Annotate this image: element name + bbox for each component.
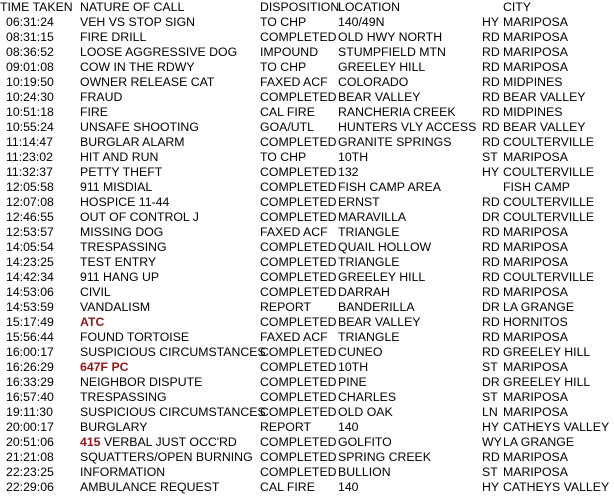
table-row bbox=[0, 30, 614, 45]
disposition-cell: FAXED ACF bbox=[260, 330, 328, 344]
nature-text: HIT AND RUN bbox=[80, 150, 159, 164]
nature-text: FRAUD bbox=[80, 90, 123, 104]
nature-text: UNSAFE SHOOTING bbox=[80, 120, 199, 134]
location-cell: TRIANGLE bbox=[338, 330, 400, 344]
location-cell: 140 bbox=[338, 420, 359, 434]
time-cell: 11:14:47 bbox=[6, 135, 53, 149]
time-cell: 11:32:37 bbox=[6, 165, 53, 179]
street-suffix-cell: RD bbox=[482, 45, 500, 59]
nature-cell bbox=[80, 165, 162, 180]
nature-cell bbox=[80, 390, 167, 405]
table-row bbox=[0, 435, 614, 450]
location-cell: 140 bbox=[338, 480, 359, 494]
street-suffix-cell: RD bbox=[482, 30, 500, 44]
city-cell: MARIPOSA bbox=[503, 15, 568, 29]
location-cell: GREELEY HILL bbox=[338, 60, 426, 74]
city-cell: COULTERVILLE bbox=[503, 210, 595, 224]
nature-cell bbox=[80, 180, 152, 195]
disposition-cell: COMPLETED bbox=[260, 240, 337, 254]
time-cell: 19:11:30 bbox=[6, 405, 53, 419]
disposition-cell: IMPOUND bbox=[260, 45, 319, 59]
location-cell: MARAVILLA bbox=[338, 210, 407, 224]
nature-text: TRESPASSING bbox=[80, 390, 167, 404]
location-cell: GRANITE SPRINGS bbox=[338, 135, 452, 149]
city-cell: COULTERVILLE bbox=[503, 270, 595, 284]
time-cell: 14:53:06 bbox=[6, 285, 54, 299]
nature-text: OWNER RELEASE CAT bbox=[80, 75, 215, 89]
disposition-cell: CAL FIRE bbox=[260, 480, 315, 494]
table-row bbox=[0, 390, 614, 405]
disposition-cell: COMPLETED bbox=[260, 450, 337, 464]
street-suffix-cell: DR bbox=[482, 210, 500, 224]
nature-cell bbox=[80, 210, 199, 225]
city-cell: LA GRANGE bbox=[503, 300, 575, 314]
location-cell: 10TH bbox=[338, 360, 369, 374]
nature-text: VERBAL JUST OCC'RD bbox=[103, 435, 237, 449]
city-cell: MARIPOSA bbox=[503, 450, 568, 464]
city-cell: CATHEYS VALLEY bbox=[503, 420, 610, 434]
street-suffix-cell: HY bbox=[482, 15, 500, 29]
street-suffix-cell: RD bbox=[482, 90, 500, 104]
table-row bbox=[0, 375, 614, 390]
street-suffix-cell: DR bbox=[482, 300, 500, 314]
table-row bbox=[0, 120, 614, 135]
disposition-cell: REPORT bbox=[260, 420, 312, 434]
city-cell: MARIPOSA bbox=[503, 360, 568, 374]
time-cell: 15:17:49 bbox=[6, 315, 54, 329]
table-row bbox=[0, 180, 614, 195]
location-cell: PINE bbox=[338, 375, 367, 389]
table-row bbox=[0, 150, 614, 165]
location-cell: HUNTERS VLY ACCESS bbox=[338, 120, 477, 134]
nature-text: VANDALISM bbox=[80, 300, 151, 314]
street-suffix-cell: RD bbox=[482, 60, 500, 74]
disposition-cell: COMPLETED bbox=[260, 255, 337, 269]
street-suffix-cell: RD bbox=[482, 225, 500, 239]
disposition-cell: TO CHP bbox=[260, 60, 307, 74]
location-cell: CUNEO bbox=[338, 345, 383, 359]
disposition-cell: COMPLETED bbox=[260, 285, 337, 299]
nature-text: 911 MISDIAL bbox=[80, 180, 153, 194]
city-cell: MARIPOSA bbox=[503, 465, 568, 479]
nature-text: COW IN THE RDWY bbox=[80, 60, 195, 74]
location-cell: COLORADO bbox=[338, 75, 409, 89]
nature-text: FIRE bbox=[80, 105, 109, 119]
nature-text: FOUND TORTOISE bbox=[80, 330, 190, 344]
table-row bbox=[0, 330, 614, 345]
city-cell: COULTERVILLE bbox=[503, 165, 595, 179]
street-suffix-cell: HY bbox=[482, 420, 500, 434]
nature-text: VEH VS STOP SIGN bbox=[80, 15, 196, 29]
disposition-cell: COMPLETED bbox=[260, 195, 337, 209]
nature-cell bbox=[80, 105, 108, 120]
nature-text: AMBULANCE REQUEST bbox=[80, 480, 220, 494]
table-row bbox=[0, 480, 614, 495]
location-cell: CHARLES bbox=[338, 390, 397, 404]
nature-text: MISSING DOG bbox=[80, 225, 164, 239]
time-cell: 22:29:06 bbox=[6, 480, 54, 494]
location-cell: BEAR VALLEY bbox=[338, 315, 421, 329]
street-suffix-cell: ST bbox=[482, 150, 498, 164]
table-row bbox=[0, 450, 614, 465]
city-cell: MARIPOSA bbox=[503, 285, 568, 299]
nature-code: 647F PC bbox=[80, 360, 129, 374]
table-row bbox=[0, 225, 614, 240]
city-cell: MARIPOSA bbox=[503, 330, 568, 344]
disposition-cell: COMPLETED bbox=[260, 165, 337, 179]
location-cell: SPRING CREEK bbox=[338, 450, 431, 464]
nature-text: BURGLARY bbox=[80, 420, 148, 434]
time-cell: 08:31:15 bbox=[6, 30, 54, 44]
table-row bbox=[0, 300, 614, 315]
nature-cell bbox=[80, 120, 199, 135]
header-disposition: DISPOSITION bbox=[260, 0, 340, 14]
nature-cell bbox=[80, 435, 237, 450]
location-cell: OLD OAK bbox=[338, 405, 393, 419]
nature-cell bbox=[80, 75, 214, 90]
time-cell: 20:51:06 bbox=[6, 435, 54, 449]
nature-text: HOSPICE 11-44 bbox=[80, 195, 170, 209]
disposition-cell: FAXED ACF bbox=[260, 225, 328, 239]
disposition-cell: TO CHP bbox=[260, 15, 307, 29]
street-suffix-cell: RD bbox=[482, 195, 500, 209]
disposition-cell: REPORT bbox=[260, 300, 312, 314]
city-cell: MARIPOSA bbox=[503, 240, 568, 254]
nature-cell bbox=[80, 405, 266, 420]
location-cell: RANCHERIA CREEK bbox=[338, 105, 456, 119]
location-cell: ERNST bbox=[338, 195, 380, 209]
city-cell: MIDPINES bbox=[503, 75, 563, 89]
nature-text: LOOSE AGGRESSIVE DOG bbox=[80, 45, 238, 59]
street-suffix-cell: RD bbox=[482, 450, 500, 464]
location-cell: BANDERILLA bbox=[338, 300, 415, 314]
street-suffix-cell: WY bbox=[482, 435, 502, 449]
location-cell: TRIANGLE bbox=[338, 255, 400, 269]
street-suffix-cell: RD bbox=[482, 345, 500, 359]
nature-text: SUSPICIOUS CIRCUMSTANCES bbox=[80, 345, 266, 359]
table-row bbox=[0, 360, 614, 375]
street-suffix-cell: ST bbox=[482, 465, 498, 479]
nature-cell bbox=[80, 240, 167, 255]
street-suffix-cell: HY bbox=[482, 480, 500, 494]
nature-text: SUSPICIOUS CIRCUMSTANCES bbox=[80, 405, 266, 419]
nature-text: SQUATTERS/OPEN BURNING bbox=[80, 450, 253, 464]
header-nature-of-call: NATURE OF CALL bbox=[80, 0, 185, 14]
nature-cell bbox=[80, 270, 159, 285]
time-cell: 10:19:50 bbox=[6, 75, 54, 89]
disposition-cell: GOA/UTL bbox=[260, 120, 314, 134]
location-cell: 132 bbox=[338, 165, 359, 179]
street-suffix-cell: RD bbox=[482, 120, 500, 134]
time-cell: 16:33:29 bbox=[6, 375, 54, 389]
header-location: LOCATION bbox=[338, 0, 400, 14]
disposition-cell: COMPLETED bbox=[260, 465, 337, 479]
disposition-cell: COMPLETED bbox=[260, 435, 337, 449]
disposition-cell: COMPLETED bbox=[260, 405, 337, 419]
time-cell: 10:24:30 bbox=[6, 90, 54, 104]
location-cell: QUAIL HOLLOW bbox=[338, 240, 432, 254]
table-row bbox=[0, 315, 614, 330]
nature-cell bbox=[80, 420, 147, 435]
nature-cell bbox=[80, 315, 104, 330]
table-row bbox=[0, 345, 614, 360]
time-cell: 20:00:17 bbox=[6, 420, 54, 434]
street-suffix-cell: HY bbox=[482, 165, 500, 179]
location-cell: STUMPFIELD MTN bbox=[338, 45, 446, 59]
street-suffix-cell: RD bbox=[482, 285, 500, 299]
time-cell: 10:55:24 bbox=[6, 120, 54, 134]
location-cell: DARRAH bbox=[338, 285, 390, 299]
table-row bbox=[0, 90, 614, 105]
nature-cell bbox=[80, 45, 237, 60]
street-suffix-cell: RD bbox=[482, 315, 500, 329]
disposition-cell: COMPLETED bbox=[260, 30, 337, 44]
time-cell: 06:31:24 bbox=[6, 15, 54, 29]
nature-cell bbox=[80, 135, 185, 150]
time-cell: 16:00:17 bbox=[6, 345, 54, 359]
nature-cell bbox=[80, 30, 146, 45]
time-cell: 10:51:18 bbox=[6, 105, 54, 119]
city-cell: GREELEY HILL bbox=[503, 375, 591, 389]
time-cell: 15:56:44 bbox=[6, 330, 54, 344]
nature-cell bbox=[80, 15, 195, 30]
city-cell: COULTERVILLE bbox=[503, 195, 595, 209]
nature-text: INFORMATION bbox=[80, 465, 166, 479]
location-cell: 10TH bbox=[338, 150, 369, 164]
time-cell: 22:23:25 bbox=[6, 465, 54, 479]
time-cell: 14:42:34 bbox=[6, 270, 54, 284]
location-cell: BEAR VALLEY bbox=[338, 90, 421, 104]
city-cell: COULTERVILLE bbox=[503, 135, 595, 149]
nature-cell bbox=[80, 330, 189, 345]
header-time-taken: TIME TAKEN bbox=[0, 0, 73, 14]
location-cell: GREELEY HILL bbox=[338, 270, 426, 284]
table-row bbox=[0, 60, 614, 75]
time-cell: 16:26:29 bbox=[6, 360, 54, 374]
nature-text: CIVIL bbox=[80, 285, 111, 299]
time-cell: 14:23:25 bbox=[6, 255, 54, 269]
disposition-cell: TO CHP bbox=[260, 150, 307, 164]
disposition-cell: COMPLETED bbox=[260, 180, 337, 194]
nature-text: 911 HANG UP bbox=[80, 270, 160, 284]
city-cell: MARIPOSA bbox=[503, 30, 568, 44]
table-row bbox=[0, 270, 614, 285]
nature-code: 415 bbox=[80, 435, 101, 449]
disposition-cell: COMPLETED bbox=[260, 345, 337, 359]
location-cell: BULLION bbox=[338, 465, 391, 479]
table-row bbox=[0, 135, 614, 150]
nature-text: NEIGHBOR DISPUTE bbox=[80, 375, 203, 389]
disposition-cell: COMPLETED bbox=[260, 210, 337, 224]
table-row bbox=[0, 15, 614, 30]
table-row bbox=[0, 165, 614, 180]
city-cell: MARIPOSA bbox=[503, 405, 568, 419]
nature-cell bbox=[80, 225, 163, 240]
city-cell: LA GRANGE bbox=[503, 435, 575, 449]
time-cell: 11:23:02 bbox=[6, 150, 53, 164]
table-row bbox=[0, 405, 614, 420]
disposition-cell: FAXED ACF bbox=[260, 75, 328, 89]
city-cell: HORNITOS bbox=[503, 315, 568, 329]
nature-cell bbox=[80, 255, 156, 270]
nature-cell bbox=[80, 465, 165, 480]
street-suffix-cell: RD bbox=[482, 270, 500, 284]
nature-text: BURGLAR ALARM bbox=[80, 135, 185, 149]
time-cell: 21:21:08 bbox=[6, 450, 54, 464]
time-cell: 14:05:54 bbox=[6, 240, 54, 254]
location-cell: TRIANGLE bbox=[338, 225, 400, 239]
nature-text: TRESPASSING bbox=[80, 240, 167, 254]
time-cell: 16:57:40 bbox=[6, 390, 54, 404]
location-cell: FISH CAMP AREA bbox=[338, 180, 441, 194]
nature-cell bbox=[80, 90, 122, 105]
time-cell: 14:53:59 bbox=[6, 300, 54, 314]
disposition-cell: COMPLETED bbox=[260, 135, 337, 149]
city-cell: MARIPOSA bbox=[503, 150, 568, 164]
time-cell: 12:46:55 bbox=[6, 210, 54, 224]
disposition-cell: CAL FIRE bbox=[260, 105, 315, 119]
table-row bbox=[0, 195, 614, 210]
table-row bbox=[0, 240, 614, 255]
nature-text: PETTY THEFT bbox=[80, 165, 163, 179]
street-suffix-cell: LN bbox=[482, 405, 498, 419]
city-cell: MARIPOSA bbox=[503, 225, 568, 239]
street-suffix-cell: RD bbox=[482, 330, 500, 344]
time-cell: 08:36:52 bbox=[6, 45, 54, 59]
nature-cell bbox=[80, 195, 169, 210]
time-cell: 12:07:08 bbox=[6, 195, 54, 209]
nature-cell bbox=[80, 360, 129, 375]
nature-text: OUT OF CONTROL J bbox=[80, 210, 199, 224]
disposition-cell: COMPLETED bbox=[260, 390, 337, 404]
nature-text: FIRE DRILL bbox=[80, 30, 147, 44]
disposition-cell: COMPLETED bbox=[260, 270, 337, 284]
header-row bbox=[0, 0, 614, 15]
nature-text: TEST ENTRY bbox=[80, 255, 157, 269]
city-cell: FISH CAMP bbox=[503, 180, 570, 194]
city-cell: BEAR VALLEY bbox=[503, 90, 586, 104]
location-cell: 140/49N bbox=[338, 15, 385, 29]
table-row bbox=[0, 45, 614, 60]
location-cell: GOLFITO bbox=[338, 435, 392, 449]
table-row bbox=[0, 255, 614, 270]
city-cell: GREELEY HILL bbox=[503, 345, 591, 359]
disposition-cell: COMPLETED bbox=[260, 90, 337, 104]
nature-cell bbox=[80, 300, 150, 315]
city-cell: MARIPOSA bbox=[503, 255, 568, 269]
street-suffix-cell: RD bbox=[482, 240, 500, 254]
disposition-cell: COMPLETED bbox=[260, 315, 337, 329]
street-suffix-cell: RD bbox=[482, 255, 500, 269]
nature-cell bbox=[80, 480, 219, 495]
table-row bbox=[0, 210, 614, 225]
city-cell: MARIPOSA bbox=[503, 60, 568, 74]
city-cell: MARIPOSA bbox=[503, 390, 568, 404]
city-cell: CATHEYS VALLEY bbox=[503, 480, 610, 494]
table-row bbox=[0, 465, 614, 480]
time-cell: 12:05:58 bbox=[6, 180, 54, 194]
city-cell: MIDPINES bbox=[503, 105, 563, 119]
city-cell: MARIPOSA bbox=[503, 45, 568, 59]
nature-code: ATC bbox=[80, 315, 105, 329]
table-row bbox=[0, 75, 614, 90]
nature-cell bbox=[80, 285, 111, 300]
time-cell: 09:01:08 bbox=[6, 60, 54, 74]
nature-cell bbox=[80, 450, 253, 465]
nature-cell bbox=[80, 345, 266, 360]
table-row bbox=[0, 420, 614, 435]
header-city: CITY bbox=[503, 0, 532, 14]
location-cell: OLD HWY NORTH bbox=[338, 30, 443, 44]
disposition-cell: COMPLETED bbox=[260, 360, 337, 374]
street-suffix-cell: DR bbox=[482, 375, 500, 389]
street-suffix-cell: ST bbox=[482, 360, 498, 374]
disposition-cell: COMPLETED bbox=[260, 375, 337, 389]
table-row bbox=[0, 285, 614, 300]
nature-cell bbox=[80, 375, 202, 390]
street-suffix-cell: RD bbox=[482, 135, 500, 149]
nature-cell bbox=[80, 60, 195, 75]
street-suffix-cell: ST bbox=[482, 390, 498, 404]
city-cell: BEAR VALLEY bbox=[503, 120, 586, 134]
street-suffix-cell: RD bbox=[482, 105, 500, 119]
nature-cell bbox=[80, 150, 158, 165]
table-row bbox=[0, 105, 614, 120]
time-cell: 12:53:57 bbox=[6, 225, 54, 239]
street-suffix-cell: RD bbox=[482, 75, 500, 89]
